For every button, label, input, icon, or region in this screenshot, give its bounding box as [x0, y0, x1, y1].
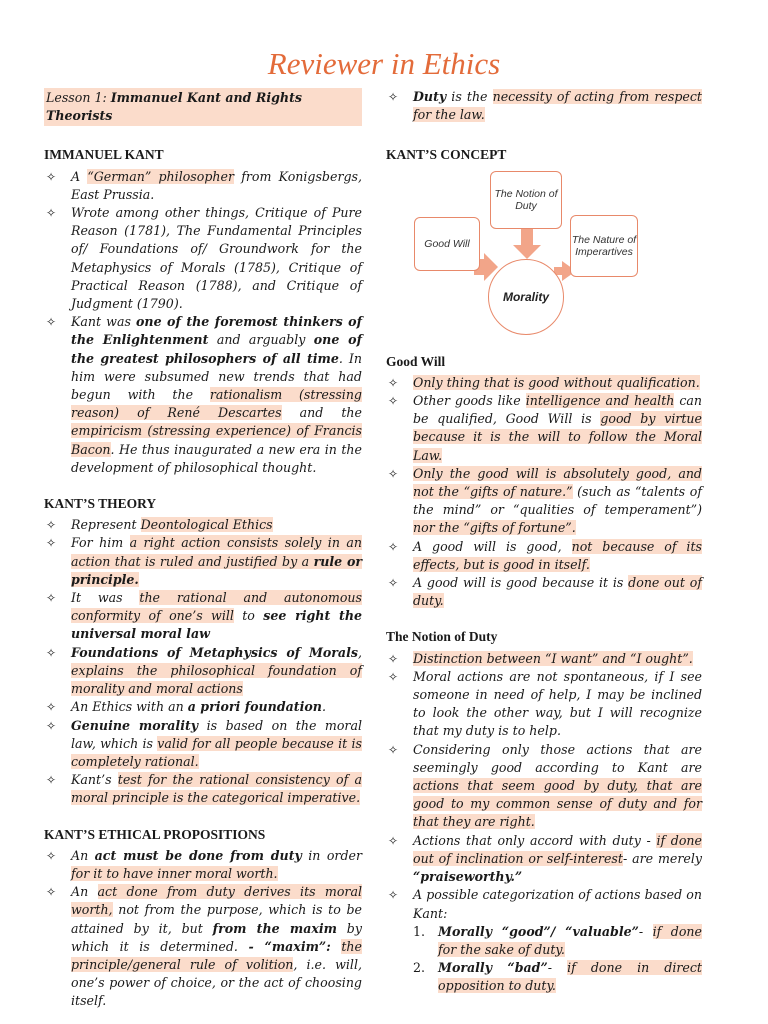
- diamond-bullet-icon: ✧: [388, 651, 399, 666]
- diamond-bullet-icon: ✧: [46, 518, 57, 533]
- section-heading-ethical-propositions: KANT’S ETHICAL PROPOSITIONS: [44, 826, 266, 842]
- section-heading-notion-of-duty: The Notion of Duty: [386, 629, 498, 645]
- list-item: ✧ An Ethics with an a priori foundation.: [44, 698, 362, 716]
- morality-circle: Morality: [488, 259, 564, 335]
- diamond-bullet-icon: ✧: [46, 718, 57, 733]
- list-item: ✧ It was the rational and autonomous conformity of one’s will to see right the universal moral law: [46, 590, 362, 642]
- section-heading-kants-concept: KANT’S CONCEPT: [386, 147, 507, 163]
- lesson-label: [44, 88, 362, 126]
- list-item: ✧ Genuine morality is based on the moral law, which is valid for all people because it is completely rational.: [46, 717, 362, 769]
- notion-of-duty-box: The Notion of Duty: [490, 171, 562, 229]
- section-heading-good-will: Good Will: [386, 353, 446, 369]
- diamond-bullet-icon: ✧: [46, 773, 57, 788]
- list-item: ✧ A possible categorization of actions based on Kant: 1. Morally “good”/ “valuable”- if done for the sake of duty. 2. Morally “bad”- if done in direct opposition to duty.: [386, 886, 702, 995]
- kants-theory-list: [44, 516, 362, 807]
- list-item: ✧ Other goods like intelligence and health can be qualified, Good Will is good by virtue because it is the will to follow the Moral Law.: [388, 393, 703, 463]
- categorization-list: [413, 923, 702, 996]
- good-will-list: [386, 374, 702, 611]
- list-item: ✧ A good will is good because it is done out of duty.: [388, 575, 702, 609]
- list-item: 1. Morally “good”/ “valuable”- if done for the sake of duty.: [413, 923, 702, 957]
- list-item: ✧ Moral actions are not spontaneous, if I see someone in need of help, I may be inclined to look the other way, but I will recognize that my duty is to help.: [388, 668, 702, 739]
- list-item: ✧ Only thing that is good without qualification.: [386, 374, 702, 392]
- diamond-bullet-icon: ✧: [388, 888, 399, 903]
- diamond-bullet-icon: ✧: [46, 885, 57, 900]
- section-heading-kants-theory: KANT’S THEORY: [44, 496, 157, 512]
- diamond-bullet-icon: ✧: [388, 576, 399, 591]
- list-item: ✧ Distinction between “I want” and “I ought”.: [386, 650, 702, 668]
- list-item: ✧ Considering only those actions that are seemingly good according to Kant are actions that seem good by duty, that are good to my common sense of duty and for that they are right.: [388, 741, 702, 830]
- page-title: Reviewer in Ethics: [267, 46, 501, 81]
- diamond-bullet-icon: ✧: [388, 539, 399, 554]
- kants-concept-diagram: [386, 171, 702, 349]
- diamond-bullet-icon: ✧: [46, 206, 57, 221]
- lesson-name: Immanuel Kant and Rights Theorists: [46, 90, 302, 124]
- diamond-bullet-icon: ✧: [46, 591, 57, 606]
- list-item: ✧ A “German” philosopher from Konigsbergs, East Prussia.: [46, 168, 362, 202]
- list-item: ✧ Only the good will is absolutely good, and not the “gifts of nature.” (such as “talents of the mind” or “qualities of temperament”) nor the “gifts of fortune”.: [388, 465, 702, 536]
- list-item: ✧ Wrote among other things, Critique of Pure Reason (1781), The Fundamental Principles of/ Foundations of/ Groundwork for the Metaphysics of Morals (1785), Critique of Practical Reason (1788), and Critique of Judgment (1790).: [46, 205, 362, 312]
- list-item: ✧ Kant’s test for the rational consistency of a moral principle is the categorical imperative.: [46, 772, 362, 806]
- diamond-bullet-icon: ✧: [46, 169, 57, 184]
- diamond-bullet-icon: ✧: [46, 536, 57, 551]
- list-item: ✧ A good will is good, not because of its effects, but is good in itself.: [388, 538, 702, 572]
- right-column: [386, 88, 702, 996]
- list-item: ✧ Kant was one of the foremost thinkers of the Enlightenment and arguably one of the greatest philosophers of all time. In him were subsumed new trends that had begun with the rationalism (stressing reason) of René Descartes and the empiricism (stressing experience) of Francis Bacon. He thus inaugurated a new era in the development of philosophical thought.: [46, 314, 362, 475]
- list-item: ✧ Actions that only accord with duty - if done out of inclination or self-interest- are merely “praiseworthy.”: [388, 832, 702, 885]
- diamond-bullet-icon: ✧: [388, 375, 399, 390]
- diamond-bullet-icon: ✧: [46, 700, 57, 715]
- arrow-down-icon: [513, 227, 541, 259]
- diamond-bullet-icon: ✧: [46, 315, 57, 330]
- diamond-bullet-icon: ✧: [388, 669, 399, 684]
- left-column: [44, 88, 362, 1011]
- notion-of-duty-list: [386, 650, 702, 996]
- diamond-bullet-icon: ✧: [46, 848, 57, 863]
- list-item: ✧ An act must be done from duty in order for it to have inner moral worth.: [46, 847, 362, 881]
- diamond-bullet-icon: ✧: [46, 645, 57, 660]
- list-item: ✧ An act done from duty derives its moral worth, not from the purpose, which is to be attained by it, but from the maxim by which it is determined. - “maxim”: the principle/general rule of volition, i.e. will, one’s power of choice, or the act of choosing itself.: [46, 884, 362, 1009]
- list-item: ✧ Represent Deontological Ethics: [44, 516, 362, 534]
- duty-definition-list: [386, 88, 702, 124]
- diamond-bullet-icon: ✧: [388, 833, 399, 848]
- list-item: ✧ Duty is the necessity of acting from respect for the law.: [388, 89, 702, 123]
- list-item: 2. Morally “bad”- if done in direct opposition to duty.: [413, 960, 702, 994]
- lesson-prefix: Lesson 1:: [46, 90, 111, 105]
- list-item: ✧ For him a right action consists solely in an action that is ruled and justified by a rule or principle.: [46, 535, 362, 587]
- diamond-bullet-icon: ✧: [388, 466, 399, 481]
- diamond-bullet-icon: ✧: [388, 90, 399, 104]
- ethical-propositions-list: [44, 847, 362, 1011]
- diamond-bullet-icon: ✧: [388, 394, 399, 409]
- section-heading-immanuel-kant: IMMANUEL KANT: [44, 147, 164, 163]
- nature-of-imperatives-box: The Nature of Imperartives: [570, 215, 638, 277]
- list-number: 1.: [413, 923, 426, 939]
- list-number: 2.: [413, 960, 426, 976]
- good-will-box: Good Will: [414, 217, 480, 271]
- diamond-bullet-icon: ✧: [388, 742, 399, 757]
- immanuel-kant-list: [44, 168, 362, 477]
- list-item: ✧ Foundations of Metaphysics of Morals, explains the philosophical foundation of morality and moral actions: [46, 644, 362, 697]
